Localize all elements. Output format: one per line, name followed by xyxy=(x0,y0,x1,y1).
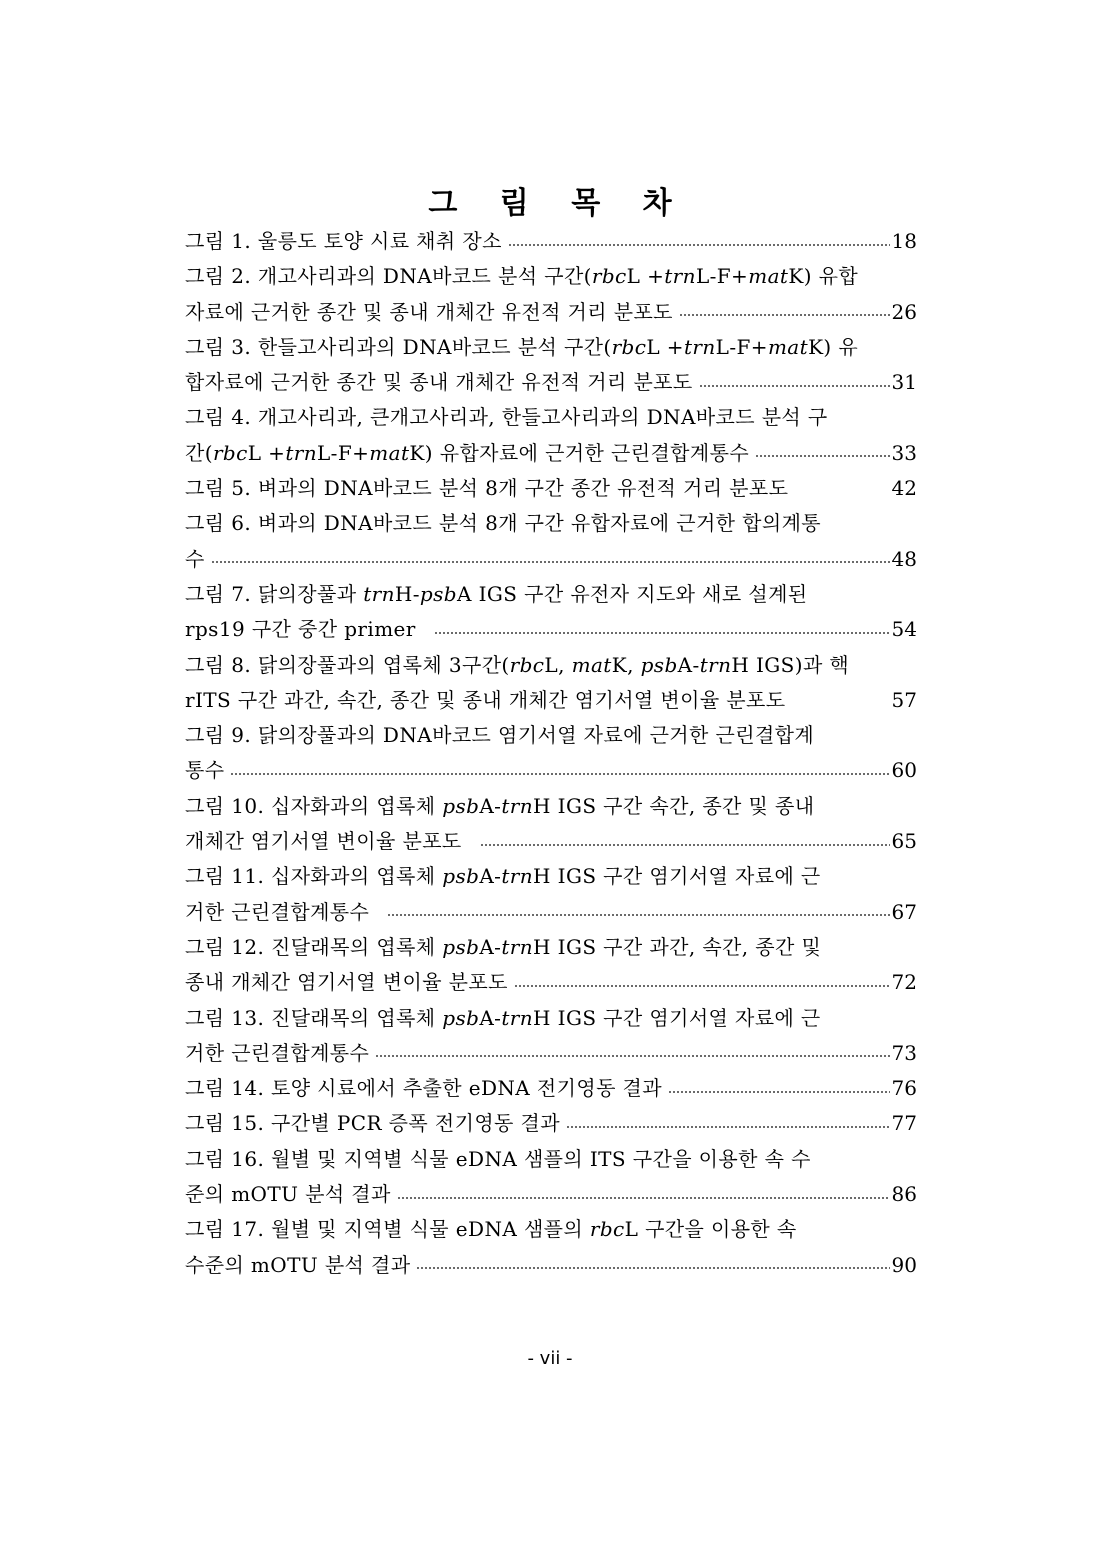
figure-caption: 그림 16. 월별 및 지역별 식물 eDNA 샘플의 ITS 구간을 이용한 속 수 xyxy=(185,1146,811,1171)
dot-leader xyxy=(434,632,890,634)
page-number: 54 xyxy=(891,617,917,642)
page-number: 76 xyxy=(891,1076,917,1101)
page-number: 65 xyxy=(891,829,917,854)
figure-caption-cont: 수 xyxy=(185,546,205,571)
toc-entry-15[interactable] xyxy=(185,1106,917,1141)
page-number: 72 xyxy=(891,970,917,995)
toc-entry-3[interactable] xyxy=(185,330,917,401)
dot-leader xyxy=(416,1267,889,1269)
figure-caption: 그림 12. 진달래목의 엽록체 psbA-trnH IGS 구간 과간, 속간, 종간 및 xyxy=(185,934,822,959)
figure-caption-cont: 수준의 mOTU 분석 결과 xyxy=(185,1252,411,1277)
figure-caption: 그림 8. 닭의장풀과의 엽록체 3구간(rbcL, matK, psbA-trnH IGS)과 핵 xyxy=(185,652,850,677)
dot-leader xyxy=(375,1055,889,1057)
dot-leader xyxy=(230,773,889,775)
figure-caption-cont: 거한 근린결합계통수 xyxy=(185,899,370,924)
figure-caption: 그림 10. 십자화과의 엽록체 psbA-trnH IGS 구간 속간, 종간 및 종내 xyxy=(185,793,815,818)
page-number: 77 xyxy=(891,1111,917,1136)
dot-leader xyxy=(514,985,890,987)
figure-caption-cont: rITS 구간 과간, 속간, 종간 및 종내 개체간 염기서열 변이율 분포도 xyxy=(185,687,786,712)
toc-entry-14[interactable] xyxy=(185,1071,917,1106)
figure-caption: 그림 3. 한들고사리과의 DNA바코드 분석 구간(rbcL +trnL-F+matK) 유 xyxy=(185,334,859,359)
figure-caption: 그림 5. 벼과의 DNA바코드 분석 8개 구간 종간 유전적 거리 분포도 xyxy=(185,476,789,501)
figure-list xyxy=(185,224,917,1283)
page-number: 18 xyxy=(891,229,917,253)
page-number: 48 xyxy=(891,546,917,571)
toc-entry-5[interactable] xyxy=(185,471,917,506)
figure-caption: 그림 2. 개고사리과의 DNA바코드 분석 구간(rbcL +trnL-F+matK) 유합 xyxy=(185,264,859,289)
page-number: 26 xyxy=(891,299,917,324)
figure-caption: 울릉도 토양 시료 채취 장소 xyxy=(257,229,502,253)
figure-caption-cont: 준의 mOTU 분석 결과 xyxy=(185,1182,391,1207)
dot-leader xyxy=(755,455,890,457)
page-number: 90 xyxy=(891,1252,917,1277)
page-number: 57 xyxy=(891,687,917,712)
dot-leader xyxy=(211,561,890,563)
figure-caption: 그림 7. 닭의장풀과 trnH-psbA IGS 구간 유전자 지도와 새로 설계된 xyxy=(185,581,808,606)
page-footer-number: - vii - xyxy=(527,1348,573,1369)
page-number: 60 xyxy=(891,758,917,783)
page-title: 그 림 목 차 xyxy=(428,186,688,221)
figure-number: 그림 1. xyxy=(185,229,252,253)
page-number: 86 xyxy=(891,1182,917,1207)
figure-caption-cont: rps19 구간 중간 primer xyxy=(185,617,416,642)
toc-entry-1[interactable] xyxy=(185,224,917,259)
figure-caption: 그림 14. 토양 시료에서 추출한 eDNA 전기영동 결과 xyxy=(185,1076,662,1101)
toc-entry-12[interactable] xyxy=(185,930,917,1001)
figure-caption-cont: 개체간 염기서열 변이율 분포도 xyxy=(185,829,462,854)
dot-leader xyxy=(668,1091,890,1093)
toc-entry-6[interactable] xyxy=(185,506,917,577)
dot-leader xyxy=(397,1197,890,1199)
figure-caption-cont: 간(rbcL +trnL-F+matK) 유합자료에 근거한 근린결합계통수 xyxy=(185,440,750,465)
figure-caption: 그림 6. 벼과의 DNA바코드 분석 8개 구간 유합자료에 근거한 합의계통 xyxy=(185,511,822,536)
page-number: 42 xyxy=(891,476,917,501)
toc-entry-17[interactable] xyxy=(185,1212,917,1283)
dot-leader xyxy=(679,314,890,316)
dot-leader xyxy=(699,385,890,387)
figure-caption: 그림 4. 개고사리과, 큰개고사리과, 한들고사리과의 DNA바코드 분석 구 xyxy=(185,405,828,430)
toc-entry-8[interactable] xyxy=(185,648,917,719)
figure-caption-cont: 거한 근린결합계통수 xyxy=(185,1040,370,1065)
toc-entry-11[interactable] xyxy=(185,859,917,930)
page-number: 67 xyxy=(891,899,917,924)
figure-caption: 그림 9. 닭의장풀과의 DNA바코드 염기서열 자료에 근거한 근린결합계 xyxy=(185,723,815,748)
dot-leader xyxy=(387,914,889,916)
dot-leader xyxy=(566,1126,890,1128)
figure-caption: 그림 17. 월별 및 지역별 식물 eDNA 샘플의 rbcL 구간을 이용한 속 xyxy=(185,1217,797,1242)
figure-caption-cont: 합자료에 근거한 종간 및 종내 개체간 유전적 거리 분포도 xyxy=(185,370,693,395)
toc-entry-13[interactable] xyxy=(185,1001,917,1072)
toc-entry-4[interactable] xyxy=(185,400,917,471)
page-number: 33 xyxy=(891,440,917,465)
toc-entry-16[interactable] xyxy=(185,1142,917,1213)
toc-entry-9[interactable] xyxy=(185,718,917,789)
page-number: 31 xyxy=(891,370,917,395)
figure-caption-cont: 자료에 근거한 종간 및 종내 개체간 유전적 거리 분포도 xyxy=(185,299,673,324)
toc-entry-7[interactable] xyxy=(185,577,917,648)
figure-caption: 그림 11. 십자화과의 엽록체 psbA-trnH IGS 구간 염기서열 자료에 근 xyxy=(185,864,821,889)
dot-leader xyxy=(480,844,890,846)
figure-caption-cont: 종내 개체간 염기서열 변이율 분포도 xyxy=(185,970,508,995)
toc-entry-10[interactable] xyxy=(185,789,917,860)
figure-caption-cont: 통수 xyxy=(185,758,225,783)
page-number: 73 xyxy=(891,1040,917,1065)
dot-leader xyxy=(508,244,890,246)
toc-entry-2[interactable] xyxy=(185,259,917,330)
figure-caption: 그림 15. 구간별 PCR 증폭 전기영동 결과 xyxy=(185,1111,560,1136)
figure-caption: 그림 13. 진달래목의 엽록체 psbA-trnH IGS 구간 염기서열 자료에 근 xyxy=(185,1005,821,1030)
